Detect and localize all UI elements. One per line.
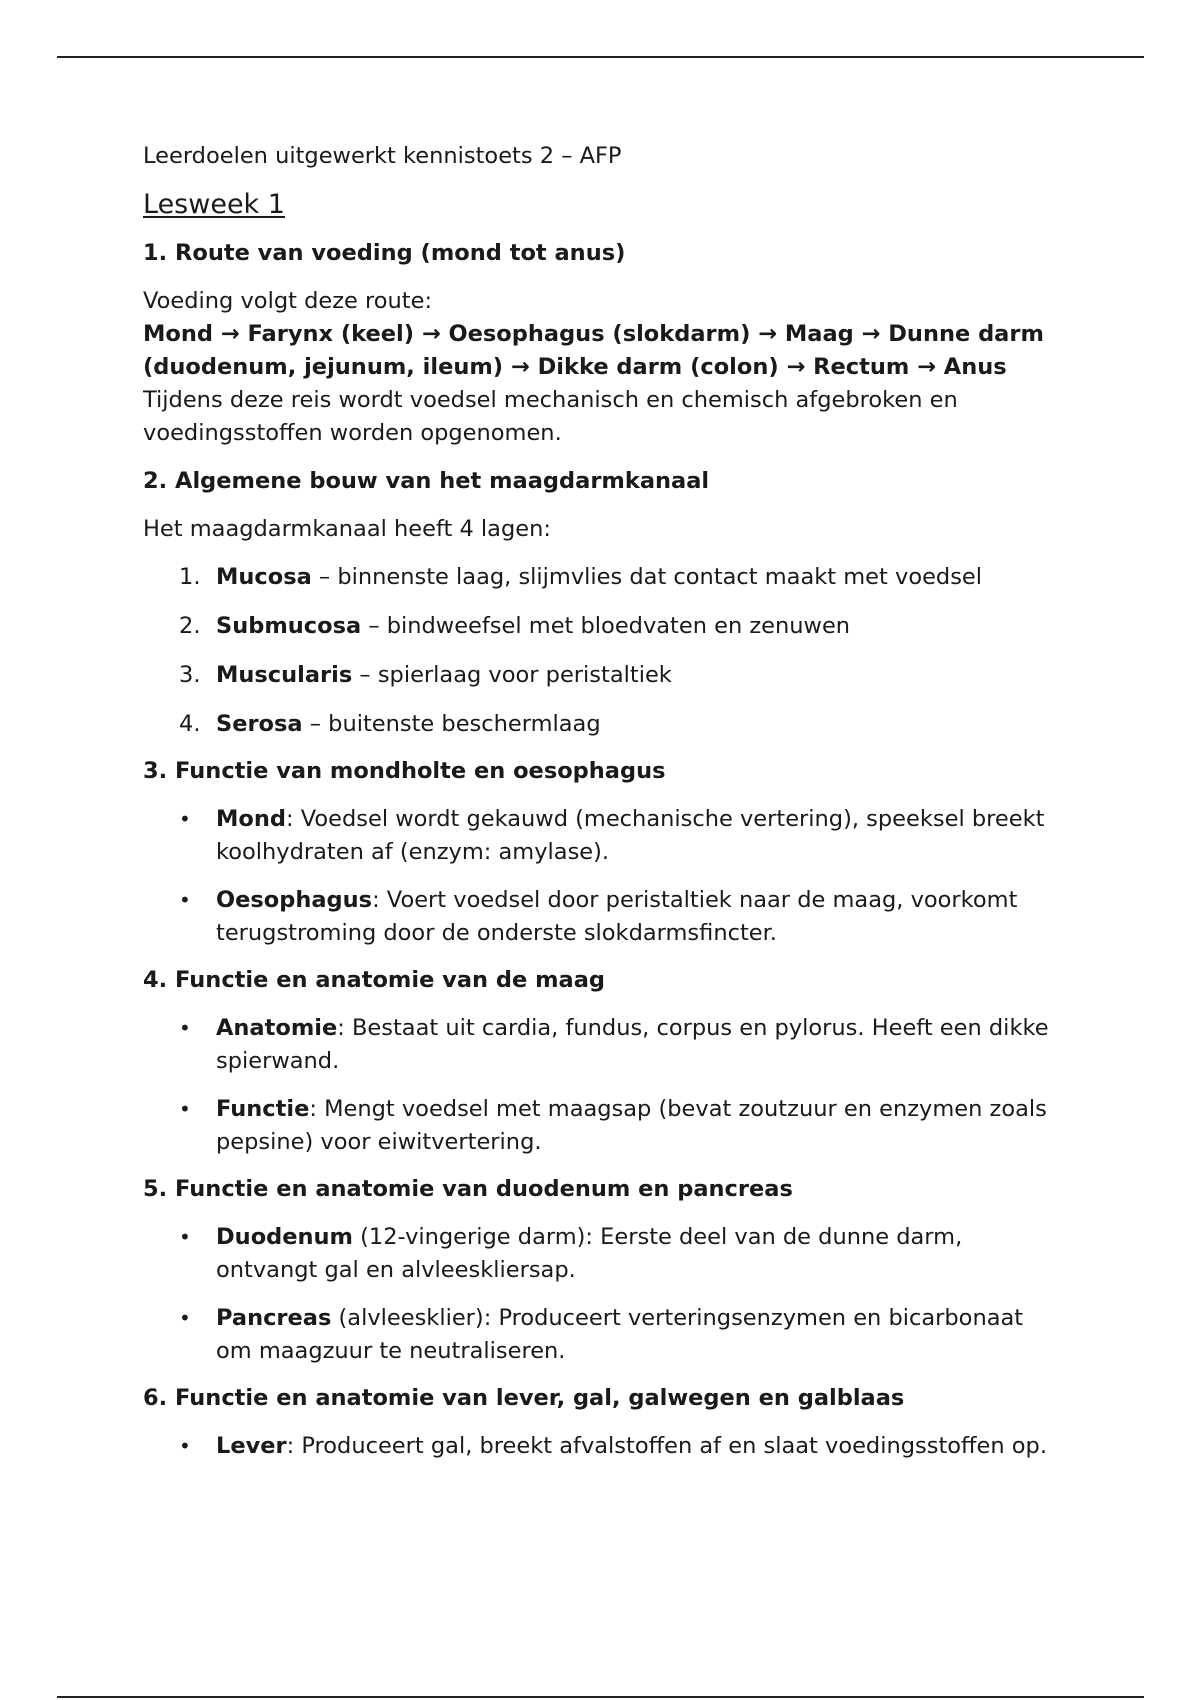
bullet-icon: • bbox=[179, 1016, 191, 1040]
section-title-duodenum-pancreas: 5. Functie en anatomie van duodenum en pancreas bbox=[143, 1176, 793, 1202]
section-title-stomach: 4. Functie en anatomie van de maag bbox=[143, 967, 605, 993]
list-item bbox=[143, 1093, 1063, 1159]
section-title-mouth-oesophagus: 3. Functie van mondholte en oesophagus bbox=[143, 758, 666, 784]
bullet-list bbox=[143, 803, 1063, 950]
bullet-icon: • bbox=[179, 1225, 191, 1249]
item-term: Mond bbox=[216, 806, 286, 832]
section-title-route: 1. Route van voeding (mond tot anus) bbox=[143, 240, 626, 266]
list-number: 3. bbox=[179, 662, 201, 688]
item-text: : Voert voedsel door peristaltiek naar de maag, voorkomt terugstroming door de onderste slokdarmsfincter. bbox=[216, 887, 1018, 946]
bullet-icon: • bbox=[179, 1097, 191, 1121]
item-term: Functie bbox=[216, 1096, 310, 1122]
bullet-icon: • bbox=[179, 1434, 191, 1458]
bullet-list bbox=[143, 1221, 1063, 1368]
item-text: – binnenste laag, slijmvlies dat contact maakt met voedsel bbox=[311, 564, 983, 590]
bullet-icon: • bbox=[179, 807, 191, 831]
list-item bbox=[143, 803, 1063, 869]
item-term: Muscularis bbox=[216, 662, 353, 688]
item-text: – bindweefsel met bloedvaten en zenuwen bbox=[361, 613, 851, 639]
layer-list bbox=[143, 561, 1063, 741]
footer-rule bbox=[57, 1696, 1144, 1698]
list-item bbox=[143, 1221, 1063, 1287]
item-text: (alvleesklier): Produceert verteringsenzymen en bicarbonaat om maagzuur te neutraliseren. bbox=[216, 1305, 1024, 1364]
item-term: Mucosa bbox=[216, 564, 312, 590]
list-number: 2. bbox=[179, 613, 201, 639]
list-number: 4. bbox=[179, 711, 201, 737]
digestive-route: Mond → Farynx (keel) → Oesophagus (slokdarm) → Maag → Dunne darm (duodenum, jejunum, ileum) → Dikke darm (colon) → Rectum → Anus bbox=[143, 321, 1044, 380]
section-intro-route: Voeding volgt deze route: bbox=[143, 288, 433, 314]
item-text: (12-vingerige darm): Eerste deel van de dunne darm, ontvangt gal en alvleeskliersap. bbox=[216, 1224, 963, 1283]
week-heading: Lesweek 1 bbox=[143, 189, 285, 220]
item-text: – spierlaag voor peristaltiek bbox=[352, 662, 672, 688]
header-rule bbox=[57, 56, 1144, 58]
document-title: Leerdoelen uitgewerkt kennistoets 2 – AFP bbox=[143, 143, 622, 169]
bullet-list bbox=[143, 1430, 1063, 1463]
list-item bbox=[143, 610, 1063, 643]
item-text: : Voedsel wordt gekauwd (mechanische vertering), speeksel breekt koolhydraten af (enzym: amylase). bbox=[216, 806, 1045, 865]
bullet-icon: • bbox=[179, 1306, 191, 1330]
item-term: Anatomie bbox=[216, 1015, 338, 1041]
bullet-list bbox=[143, 1012, 1063, 1159]
item-term: Serosa bbox=[216, 711, 303, 737]
bullet-icon: • bbox=[179, 888, 191, 912]
list-item bbox=[143, 708, 1063, 741]
section-intro-structure: Het maagdarmkanaal heeft 4 lagen: bbox=[143, 516, 551, 542]
item-text: : Mengt voedsel met maagsap (bevat zoutzuur en enzymen zoals pepsine) voor eiwitvertering. bbox=[216, 1096, 1047, 1155]
list-item bbox=[143, 561, 1063, 594]
item-term: Pancreas bbox=[216, 1305, 332, 1331]
section-outro-route: Tijdens deze reis wordt voedsel mechanisch en chemisch afgebroken en voedingsstoffen worden opgenomen. bbox=[143, 387, 958, 446]
list-item bbox=[143, 1302, 1063, 1368]
document-body bbox=[143, 140, 1063, 1477]
item-text: – buitenste beschermlaag bbox=[302, 711, 601, 737]
list-item bbox=[143, 1430, 1063, 1463]
item-text: : Bestaat uit cardia, fundus, corpus en pylorus. Heeft een dikke spierwand. bbox=[216, 1015, 1049, 1074]
list-item bbox=[143, 884, 1063, 950]
item-text: : Produceert gal, breekt afvalstoffen af en slaat voedingsstoffen op. bbox=[286, 1433, 1047, 1459]
section-title-structure: 2. Algemene bouw van het maagdarmkanaal bbox=[143, 468, 710, 494]
list-item bbox=[143, 659, 1063, 692]
item-term: Oesophagus bbox=[216, 887, 373, 913]
list-item bbox=[143, 1012, 1063, 1078]
item-term: Submucosa bbox=[216, 613, 362, 639]
item-term: Duodenum bbox=[216, 1224, 353, 1250]
list-number: 1. bbox=[179, 564, 201, 590]
section-title-liver-bile: 6. Functie en anatomie van lever, gal, galwegen en galblaas bbox=[143, 1385, 905, 1411]
item-term: Lever bbox=[216, 1433, 287, 1459]
